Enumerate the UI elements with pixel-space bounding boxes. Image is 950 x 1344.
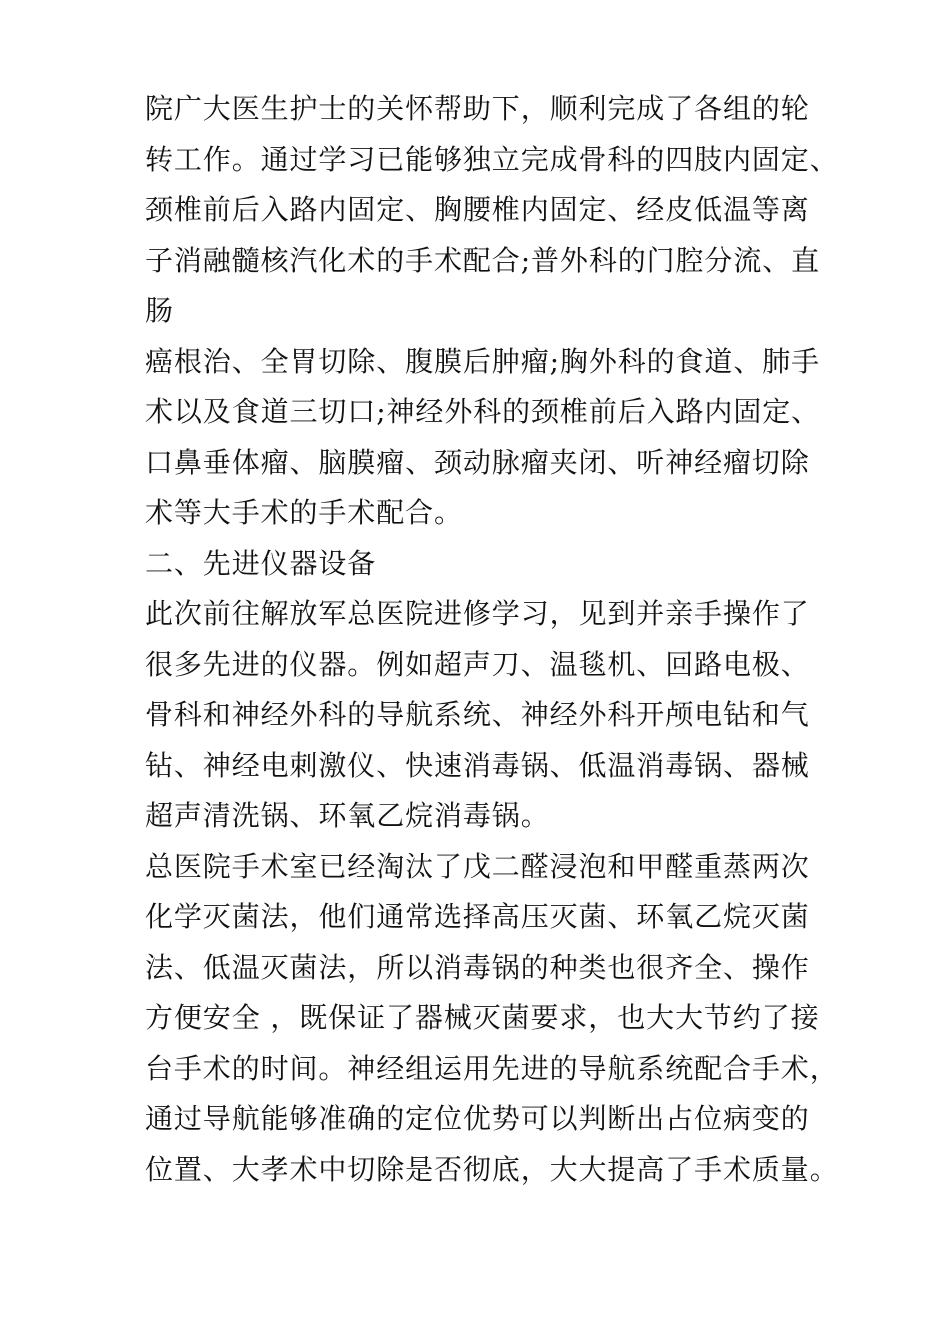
- text-line: 术以及食道三切口;神经外科的颈椎前后入路内固定、: [145, 395, 821, 428]
- text-line: 总医院手术室已经淘汰了戊二醛浸泡和甲醛重蒸两次: [145, 849, 810, 883]
- text-line: 转工作。通过学习已能够独立完成骨科的四肢内固定、: [145, 142, 839, 176]
- text-line: 位置、大孝术中切除是否彻底，大大提高了手术质量。: [145, 1152, 839, 1186]
- text-line: 术等大手术的手术配合。: [145, 496, 463, 529]
- text-line: 台手术的时间。神经组运用先进的导航系统配合手术，: [145, 1051, 839, 1085]
- section-heading: 二、先进仪器设备: [145, 546, 377, 580]
- text-line: 超声清洗锅、环氧乙烷消毒锅。: [145, 799, 550, 832]
- document-body: [145, 84, 839, 1195]
- text-line: 口鼻垂体瘤、脑膜瘤、颈动脉瘤夹闭、听神经瘤切除: [145, 445, 810, 479]
- text-line: 子消融髓核汽化术的手术配合;普外科的门腔分流、直: [145, 243, 821, 277]
- text-line: 很多先进的仪器。例如超声刀、温毯机、回路电极、: [145, 647, 810, 681]
- text-line: 癌根治、全胃切除、腹膜后肿瘤;胸外科的食道、肺手: [145, 344, 821, 378]
- text-line: 颈椎前后入路内固定、胸腰椎内固定、经皮低温等离: [145, 193, 810, 226]
- text-line: 钻、神经电刺激仪、快速消毒锅、低温消毒锅、器械: [145, 748, 810, 782]
- text-line: 院广大医生护士的关怀帮助下，顺利完成了各组的轮: [145, 92, 810, 125]
- text-line: 化学灭菌法，他们通常选择高压灭菌、环氧乙烷灭菌: [145, 900, 810, 933]
- text-line: 肠: [145, 294, 174, 327]
- text-line: 法、低温灭菌法，所以消毒锅的种类也很齐全、操作: [145, 950, 810, 984]
- text-line: 通过导航能够准确的定位优势可以判断出占位病变的: [145, 1102, 810, 1135]
- text-line: 方便安全 ，既保证了器械灭菌要求，也大大节约了接: [145, 1001, 820, 1034]
- text-line: 骨科和神经外科的导航系统、神经外科开颅电钻和气: [145, 698, 810, 731]
- text-line: 此次前往解放军总医院进修学习，见到并亲手操作了: [145, 597, 810, 630]
